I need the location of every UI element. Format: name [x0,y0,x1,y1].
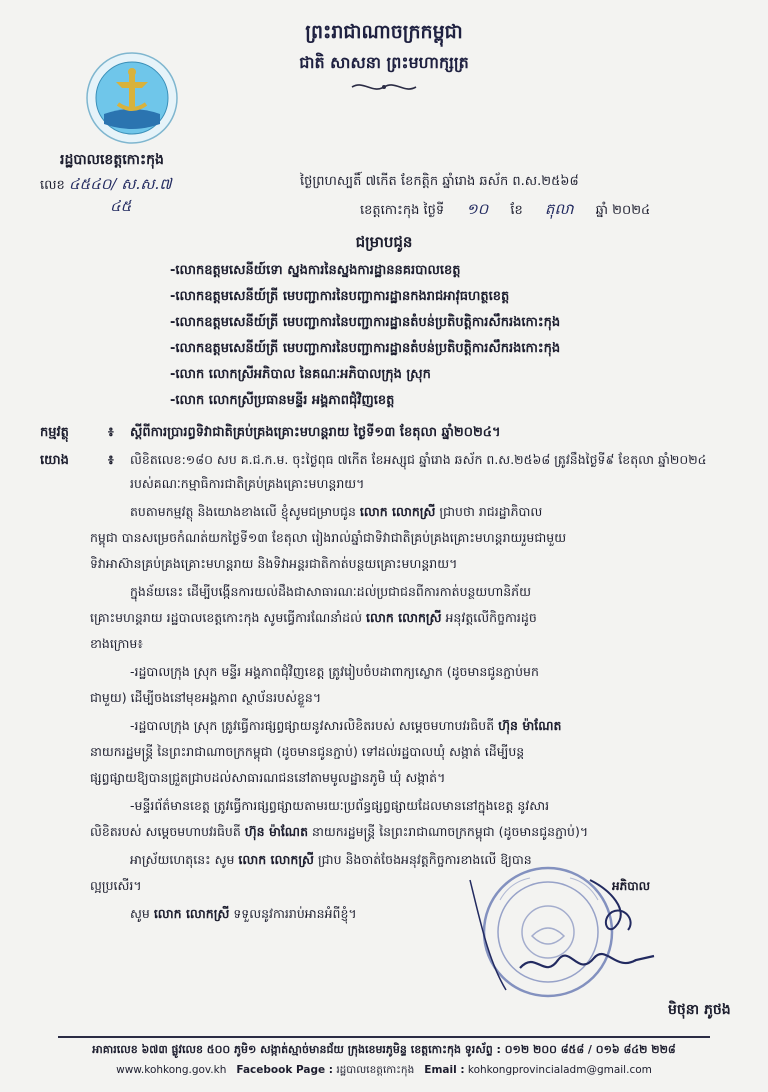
footer-address: អាគារលេខ ៦៧៣ ផ្លូវលេខ ៥០០ ភូមិ១ សង្កាត់ស្មាច់មានជ័យ ក្រុងខេមរភូមិន្ទ ខេត្តកោះកុង ទូរស័ព្ទ : ០១២ ២០០ ៨៥៨ / ០១៦ ៨៤២ ២២៨ [92,1043,676,1056]
bullet-line: -រដ្ឋបាលក្រុង ស្រុក មន្ទីរ អង្គភាពជុំវិញខេត្ត ត្រូវរៀបចំបដាពាក្យស្លោក (ដូចមានជូនភ្ជាប់មក [130,664,539,679]
bullet-line: ជាមួយ) ដើម្បីចងនៅមុខអង្គភាព ស្ថាប័នរបស់ខ្លួន។ [90,690,322,705]
solar-month: តុលា [544,200,574,218]
body-emphasis: លោក លោកស្រី [153,906,230,921]
ornament-flourish-icon [350,80,418,94]
body-text: អនុវត្តលើកិច្ចការដូច [445,610,537,625]
body-line: ល្អប្រសើរ។ [90,878,142,893]
body-emphasis: ហ៊ុន ម៉ាណែត [498,718,562,733]
bullet-line [130,718,561,737]
recipient-item: -លោកឧត្តមសេនីយ៍ត្រី មេបញ្ជាការនៃបញ្ជាការដ្ឋានតំបន់ប្រតិបត្តិការសឹករងកោះកុង [170,341,561,356]
ref-sub-handwritten: ៤៥ [110,197,132,215]
body-text: -រដ្ឋបាលក្រុង ស្រុក ត្រូវធ្វើការផ្សព្វផ្សាយនូវសារលិខិតរបស់ សម្តេចមហាបវរធិបតី [130,718,495,733]
subject-label: កម្មវត្ថុ [40,425,69,440]
body-text: អាស្រ័យហេតុនេះ សូម [130,852,235,867]
website-link[interactable]: www.kohkong.gov.kh [116,1064,227,1076]
body-line: ខាងក្រោម៖ [90,636,143,651]
recipient-item: -លោកឧត្តមសេនីយ៍ត្រី មេបញ្ជាការនៃបញ្ជាការដ្ឋានតំបន់ប្រតិបត្តិការសឹករងកោះកុង [170,315,561,330]
ref-prefix: លេខ [40,178,65,193]
reference-separator: ៖ [108,453,114,468]
body-text: តបតាមកម្មវត្ថុ និងយោងខាងលើ ខ្ញុំសូមជម្រាបជូន [130,504,356,519]
body-line: ក្នុងន័យនេះ ដើម្បីបង្កើនការយល់ដឹងជាសាធារណៈដល់ប្រជាជនពីការកាត់បន្ថយហានិភ័យ [130,584,531,599]
reference-text: លិខិតលេខ:១៨០ សប គ.ជ.ក.ម. ចុះថ្ងៃពុធ ៧កើត ខែអស្សុជ ឆ្នាំរោង ឆស័ក ព.ស.២៥៦៨ ត្រូវនឹងថ្ងៃទី៩ ខែតុលា ឆ្នាំ២០២៤ របស់គណៈកម្មាធិការជាតិគ្រប់គ្រងគ្រោះមហន្តរាយ។ [130,452,707,491]
subject-text: ស្តីពីការប្រារព្ធទិវាជាតិគ្រប់គ្រងគ្រោះមហន្តរាយ ថ្ងៃទី១៣ ខែតុលា ឆ្នាំ២០២៤។ [130,425,501,440]
body-text: នាយករដ្ឋមន្ត្រី នៃព្រះរាជាណាចក្រកម្ពុជា (ដូចមានជូនភ្ជាប់)។ [312,824,589,839]
bullet-line: ផ្សព្វផ្សាយឱ្យបានជ្រួតជ្រាបដល់សាធារណជននៅតាមមូលដ្ឋានភូមិ ឃុំ សង្កាត់។ [90,770,446,785]
solar-year: ឆ្នាំ ២០២៤ [595,203,651,218]
national-motto: ជាតិ សាសនា ព្រះមហាក្សត្រ [299,53,469,72]
province-logo [86,52,178,144]
bullet-line [90,824,588,843]
lunar-date: ថ្ងៃព្រហស្បតិ៍ ៧កើត ខែកត្តិក ឆ្នាំរោង ឆស័ក ព.ស.២៥៦៨ [300,174,579,189]
body-text: លិខិតរបស់ សម្តេចមហាបវរធិបតី [90,824,241,839]
body-line: កម្ពុជា បានសម្រេចកំណត់យកថ្ងៃទី១៣ ខែតុលា រៀងរាល់ឆ្នាំជាទិវាជាតិគ្រប់គ្រងគ្រោះមហន្តរាយរួមជាមួយ [90,530,567,545]
reference-label: យោង [40,453,69,468]
facebook-page: រដ្ឋបាលខេត្តកោះកុង [336,1064,415,1076]
body-emphasis: លោក លោកស្រី [359,504,436,519]
solar-month-prefix: ខែ [510,203,523,218]
closing-line [130,906,357,925]
recipient-item: -លោក លោកស្រីអភិបាល នៃគណៈអភិបាលក្រុង ស្រុក [170,367,431,382]
bullet-line: នាយករដ្ឋមន្ត្រី នៃព្រះរាជាណាចក្រកម្ពុជា (ដូចមានជូនភ្ជាប់) ទៅដល់រដ្ឋបាលឃុំ សង្កាត់ ដើម្បីបន្ត [90,744,525,759]
body-text: ជ្រាបថា រាជរដ្ឋាភិបាល [439,504,543,519]
signatory-name: មិថុនា ភូថង [668,1002,731,1018]
salutation: ជម្រាបជូន [355,233,413,251]
body-text: គ្រោះមហន្តរាយ រដ្ឋបាលខេត្តកោះកុង សូមធ្វើការណែនាំដល់ [90,610,362,625]
body-emphasis: ហ៊ុន ម៉ាណែត [244,824,309,839]
recipient-item: -លោក លោកស្រីប្រធានមន្ទីរ អង្គភាពជុំវិញខេត្ត [170,393,395,408]
subject-separator: ៖ [108,425,114,440]
body-line [130,504,542,523]
body-line: ទិវាអាស៊ានគ្រប់គ្រងគ្រោះមហន្តរាយ និងទិវាអន្តរជាតិកាត់បន្ថយគ្រោះមហន្តរាយ។ [90,556,458,571]
body-text: ជ្រាប និងចាត់ចែងអនុវត្តកិច្ចការខាងលើ ឱ្យបាន [317,852,532,867]
issuing-authority: រដ្ឋបាលខេត្តកោះកុង [60,152,164,168]
reference-number [40,175,172,219]
solar-date [360,200,650,222]
body-text: ទទួលនូវការរាប់អានអំពីខ្ញុំ។ [233,906,357,921]
bullet-line: -មន្ទីរព័ត៌មានខេត្ត ត្រូវធ្វើការផ្សព្វផ្សាយតាមរយៈប្រព័ន្ធផ្សព្វផ្សាយដែលមាននៅក្នុងខេត្ត នូវសារ [130,798,550,813]
footer-contacts [0,1064,768,1079]
ref-number-handwritten: ៤៥៤០/ ស.ស.៧ [68,175,172,193]
email-link[interactable]: kohkongprovincialadm@gmail.com [467,1064,652,1076]
body-emphasis: លោក លោកស្រី [365,610,442,625]
recipient-item: -លោកឧត្តមសេនីយ៍ត្រី មេបញ្ជាការនៃបញ្ជាការដ្ឋានកងរាជអាវុធហត្ថខេត្ត [170,289,510,304]
recipient-item: -លោកឧត្តមសេនីយ៍ទោ ស្នងការនៃស្នងការដ្ឋាននគរបាលខេត្ត [170,263,461,278]
body-line [90,610,537,629]
signatory-title: អភិបាល [612,879,651,893]
email-label: Email : [424,1064,465,1076]
facebook-label: Facebook Page : [236,1064,333,1076]
body-text: សូម [130,906,150,921]
footer-divider [58,1036,710,1038]
solar-date-prefix: ខេត្តកោះកុង ថ្ងៃទី [360,203,445,218]
body-emphasis: លោក លោកស្រី [238,852,314,867]
kingdom-heading: ព្រះរាជាណាចក្រកម្ពុជា [305,21,463,43]
solar-day: ១០ [466,200,489,218]
